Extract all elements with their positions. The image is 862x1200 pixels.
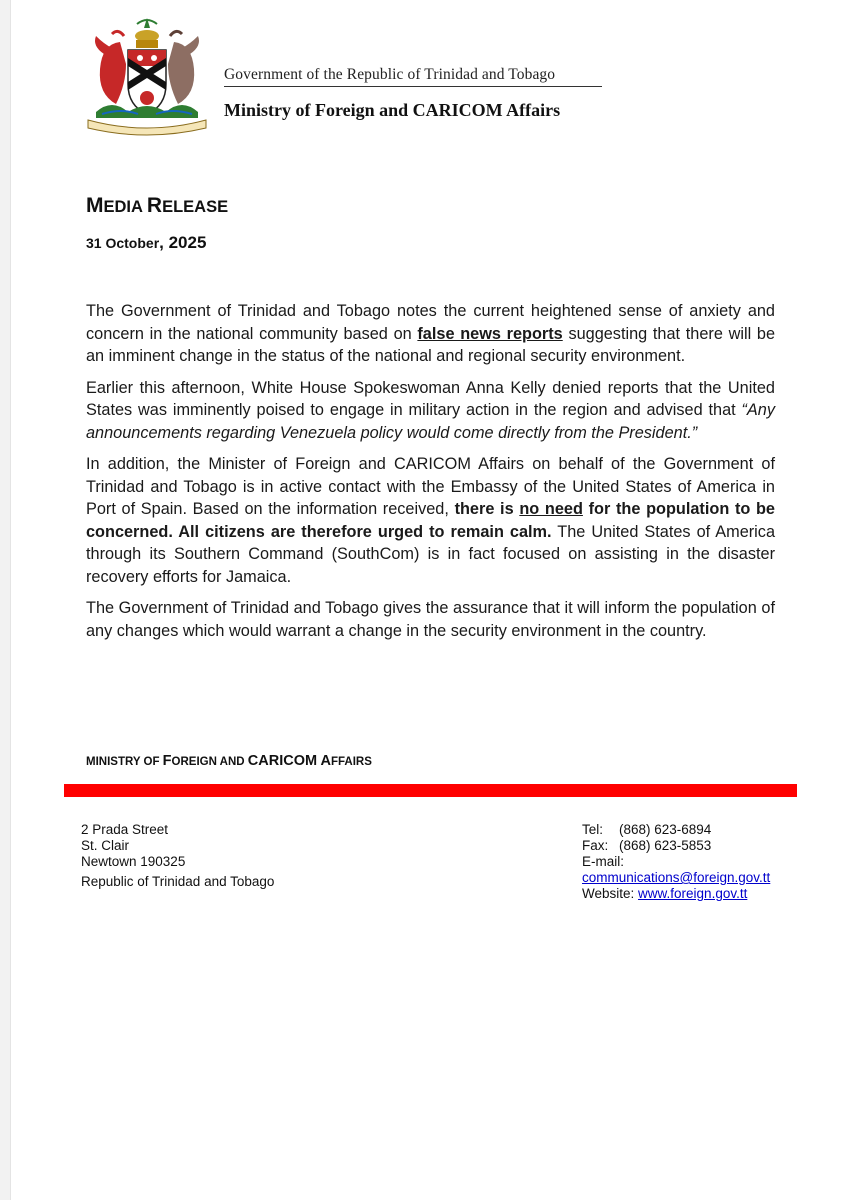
paragraph-1 bbox=[86, 300, 775, 368]
website-label: Website: bbox=[582, 886, 639, 901]
quote: “Any announcements regarding Venezuela policy would come directly from the President.” bbox=[86, 401, 775, 442]
address-line: St. Clair bbox=[81, 838, 130, 853]
emphasis-no-need: no need bbox=[519, 500, 583, 518]
contact-block bbox=[582, 822, 770, 902]
government-heading: Government of the Republic of Trinidad and Tobago bbox=[224, 66, 556, 83]
text-run: In addition, the Minister of Foreign and CARICOM Affairs on behalf of the Government of Trinidad and Tobago is in active contact with the Embassy of the United States of America in Port of Spain. Based on the information received, bbox=[86, 455, 775, 518]
email-link[interactable]: communications@foreign.gov.tt bbox=[582, 870, 771, 885]
footer-name-part: FFAIRS bbox=[331, 756, 372, 768]
heading-divider bbox=[224, 86, 602, 87]
paragraph-2 bbox=[86, 377, 775, 445]
release-date bbox=[86, 233, 206, 253]
date-comma: , bbox=[159, 233, 164, 252]
footer-ministry-name bbox=[86, 752, 372, 770]
email-label: E-mail: bbox=[582, 854, 625, 869]
paragraph-4: The Government of Trinidad and Tobago gives the assurance that it will inform the population of any changes which would warrant a change in the security environment in the country. bbox=[86, 599, 775, 640]
document-title bbox=[86, 194, 228, 218]
address-block bbox=[81, 822, 274, 890]
emphasis-run: for the population to be concerned. All citizens are therefore urged to remain calm. bbox=[86, 500, 775, 541]
title-part: M bbox=[86, 194, 104, 217]
page-edge bbox=[0, 0, 11, 1200]
tel-label: Tel: bbox=[582, 822, 604, 837]
address-line: Republic of Trinidad and Tobago bbox=[81, 874, 275, 889]
tel-row bbox=[582, 822, 770, 838]
address-line: 2 Prada Street bbox=[81, 822, 169, 837]
text-run: The Government of Trinidad and Tobago notes the current heightened sense of anxiety and concern in the national community based on bbox=[86, 302, 775, 343]
title-part: EDIA bbox=[103, 198, 147, 216]
text-run: suggesting that there will be an imminent change in the status of the national and regional security environment. bbox=[86, 324, 775, 365]
emphasis-false-news: false news reports bbox=[417, 324, 563, 343]
title-part: R bbox=[146, 194, 163, 217]
text-run: Earlier this afternoon, White House Spokeswoman Anna Kelly denied reports that the United States was imminently poised to engage in military action in the region and advised that bbox=[86, 378, 775, 419]
fax-label: Fax: bbox=[582, 838, 609, 853]
footer-name-part: CARICOM A bbox=[247, 753, 332, 769]
footer-name-part: MINISTRY OF bbox=[86, 756, 163, 768]
date-day: 31 October bbox=[86, 235, 160, 251]
ministry-heading: Ministry of Foreign and CARICOM Affairs bbox=[224, 100, 561, 120]
title-part: ELEASE bbox=[162, 198, 229, 216]
address-line: Newtown 190325 bbox=[81, 854, 186, 869]
website-row bbox=[582, 886, 770, 902]
date-year: 2025 bbox=[163, 233, 207, 252]
release-body bbox=[86, 300, 775, 651]
fax-value: (868) 623-5853 bbox=[619, 838, 712, 853]
website-link[interactable]: www.foreign.gov.tt bbox=[638, 886, 748, 901]
text-run: The United States of America through its Southern Command (SouthCom) is in fact focused on assisting in the disaster recovery efforts for Jamaica. bbox=[86, 522, 775, 586]
red-divider-bar bbox=[64, 784, 797, 797]
footer-name-part: F bbox=[162, 753, 172, 769]
tel-value: (868) 623-6894 bbox=[619, 822, 712, 837]
footer-name-part: OREIGN AND bbox=[171, 756, 248, 768]
fax-row bbox=[582, 838, 770, 854]
paragraph-3 bbox=[86, 453, 775, 588]
emphasis-run: there is bbox=[454, 500, 520, 518]
coat-of-arms-icon bbox=[82, 14, 212, 136]
